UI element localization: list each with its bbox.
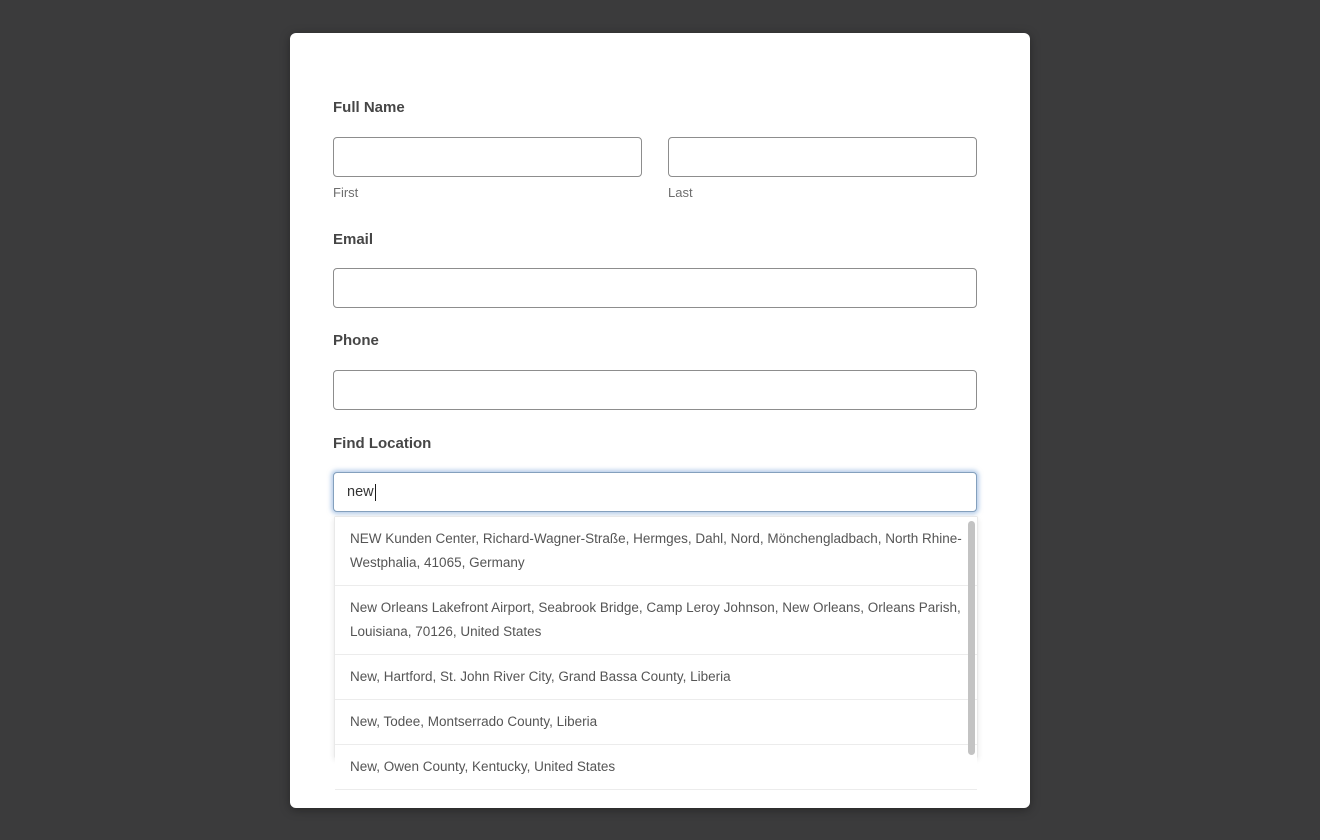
first-name-input[interactable]: [333, 137, 642, 177]
full-name-label: Full Name: [333, 99, 405, 116]
text-caret: [375, 484, 377, 501]
dropdown-scrollbar[interactable]: [968, 521, 975, 755]
find-location-group: [333, 434, 977, 775]
location-suggestions-dropdown: [334, 516, 978, 775]
location-search-input[interactable]: [333, 472, 977, 512]
phone-label: Phone: [333, 332, 379, 350]
suggestion-item[interactable]: NEW Kunden Center, Richard-Wagner-Straße, Hermges, Dahl, Nord, Mönchengladbach, North Rhine-Westphalia, 41065, Germany: [335, 517, 977, 586]
suggestion-item[interactable]: New, Todee, Montserrado County, Liberia: [335, 700, 977, 745]
phone-input[interactable]: [333, 370, 977, 410]
suggestion-item[interactable]: New, Hartford, St. John River City, Grand Bassa County, Liberia: [335, 655, 977, 700]
name-row: [333, 137, 977, 200]
suggestion-item[interactable]: New Orleans Lakefront Airport, Seabrook Bridge, Camp Leroy Johnson, New Orleans, Orleans Parish, Louisiana, 70126, United States: [335, 586, 977, 655]
last-name-sublabel: Last: [668, 184, 693, 200]
form-card: [290, 33, 1030, 808]
location-input-value: new: [347, 484, 374, 501]
full-name-group: [333, 100, 977, 200]
first-name-sublabel: First: [333, 184, 359, 200]
email-group: [333, 232, 977, 309]
last-name-column: [668, 137, 977, 200]
phone-group: [333, 333, 977, 410]
first-name-column: [333, 137, 642, 200]
email-label: Email: [333, 230, 374, 248]
email-input[interactable]: [333, 268, 977, 308]
find-location-label: Find Location: [333, 434, 432, 452]
suggestion-item[interactable]: New, Owen County, Kentucky, United States: [335, 745, 977, 790]
last-name-input[interactable]: [668, 137, 977, 177]
